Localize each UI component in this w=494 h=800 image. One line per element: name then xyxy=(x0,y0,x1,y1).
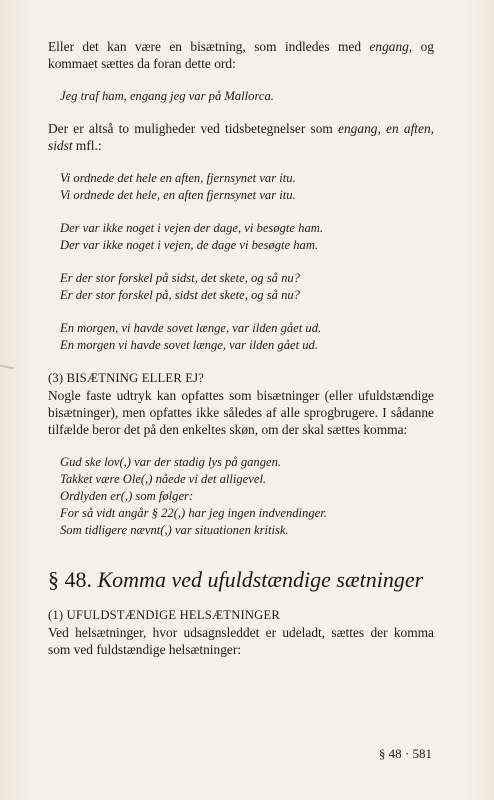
intro-paragraph-2 xyxy=(48,120,434,154)
example-line: En morgen, vi havde sovet længe, var ilden gået ud. xyxy=(60,321,322,335)
example-block xyxy=(60,88,434,105)
example-pair xyxy=(60,270,434,304)
section-title-text: Komma ved ufuldstændige sætninger xyxy=(97,567,424,592)
section-text: Nogle faste udtryk kan opfattes som bisætninger (eller ufuldstændige bisætninger), men opfattes ikke således af alle sprogbrugere. I sådanne tilfælde beror det på den enkeltes skøn, om der skal sættes komma: xyxy=(48,388,434,437)
example-line: Er der stor forskel på, sidst det skete, og så nu? xyxy=(60,288,300,302)
section-title xyxy=(48,567,434,593)
example-line: Ordlyden er(,) som følger: xyxy=(60,489,194,503)
example-line: Takket være Ole(,) nåede vi det alligevel. xyxy=(60,472,267,486)
example-pair xyxy=(60,220,434,254)
example-line: Vi ordnede det hele, en aften fjernsynet var itu. xyxy=(60,188,296,202)
intro-paragraph xyxy=(48,38,434,72)
example-line: Vi ordnede det hele en aften, fjernsynet var itu. xyxy=(60,171,296,185)
page-footer: § 48 · 581 xyxy=(378,746,432,761)
example-line: Jeg traf ham, engang jeg var på Mallorca. xyxy=(60,89,274,103)
example-block xyxy=(60,454,434,539)
text-run: Der er altså to muligheder ved tidsbetegnelser som xyxy=(48,121,339,136)
example-line: For så vidt angår § 22(,) har jeg ingen indvendinger. xyxy=(60,506,327,520)
example-line: Der var ikke noget i vejen, de dage vi besøgte ham. xyxy=(60,238,319,252)
page-content xyxy=(48,38,434,658)
section-number: § 48. xyxy=(48,567,92,592)
text-run: mfl.: xyxy=(72,138,102,153)
example-line: Er der stor forskel på sidst, det skete, og så nu? xyxy=(60,271,300,285)
example-line: Der var ikke noget i vejen der dage, vi besøgte ham. xyxy=(60,221,323,235)
page-smudge xyxy=(0,365,14,370)
subsection-text: Ved helsætninger, hvor udsagnsleddet er udeladt, sættes der komma som ved fuldstændige helsætninger: xyxy=(48,625,434,657)
section-heading: (3) BISÆTNING ELLER EJ? xyxy=(48,371,205,385)
subsection-heading: (1) UFULDSTÆNDIGE HELSÆTNINGER xyxy=(48,608,280,622)
example-line: En morgen vi havde sovet længe, var ilden gået ud. xyxy=(60,338,318,352)
emphasis: engang, en aften, sidst xyxy=(48,121,434,153)
example-pair xyxy=(60,320,434,354)
emphasis: engang xyxy=(369,39,409,54)
text-run: , og kommaet sættes da foran dette ord: xyxy=(48,39,434,71)
example-line: Gud ske lov(,) var der stadig lys på gangen. xyxy=(60,455,282,469)
example-pair xyxy=(60,170,434,204)
example-line: Som tidligere nævnt(,) var situationen kritisk. xyxy=(60,523,289,537)
text-run: Eller det kan være en bisætning, som indledes med xyxy=(48,39,370,54)
